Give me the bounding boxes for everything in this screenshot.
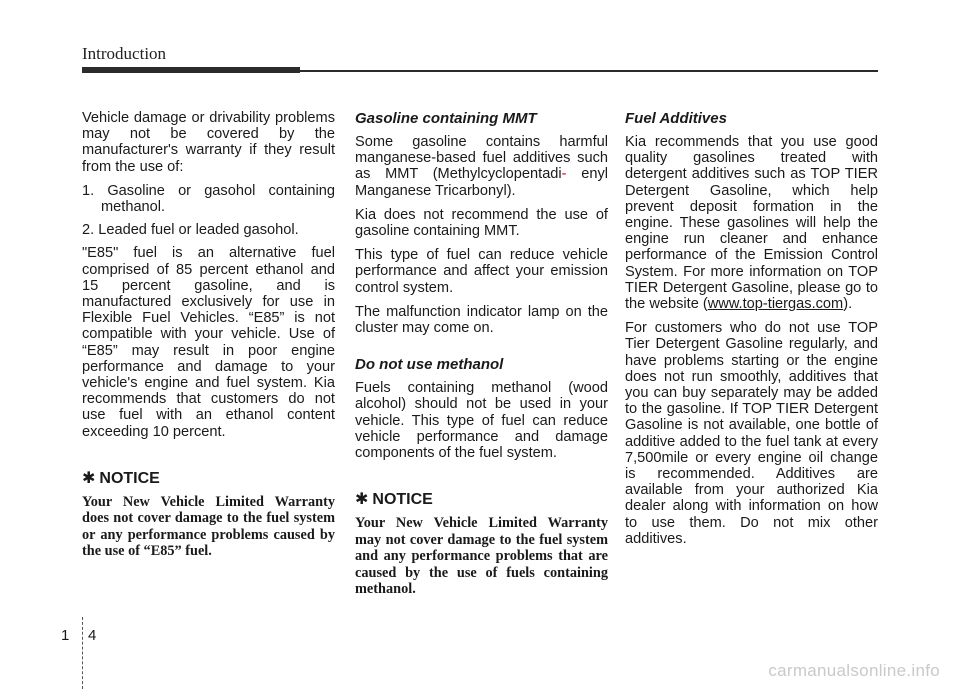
notice-label: NOTICE (99, 469, 160, 487)
column-right (625, 110, 878, 555)
additives-text: Kia recommends that you use good quality gasolines treated with detergent additives such as TOP TIER Detergent Gasoline, which help prevent deposit formation in the engine. These gasolines will help the engine run cleaner and enhance performance of the Emission Control System. For more information on TOP TIER Detergent Gasoline, please go to the website ( (625, 134, 878, 313)
notice-heading (82, 470, 335, 488)
notice-label: NOTICE (372, 491, 433, 509)
chapter-number: 1 (61, 627, 70, 644)
notice-body: Your New Vehicle Limited Warranty may not cover damage to the fuel system and any performance problems that are caused by the use of fuels containing methanol. (355, 515, 608, 598)
list-item-leaded: 2. Leaded fuel or leaded gasohol. (82, 222, 299, 239)
list-item-methanol: 1. Gasoline or gasohol containing methanol. (82, 182, 335, 216)
methanol-heading: Do not use methanol (355, 356, 504, 374)
mmt-paragraph-4: The malfunction indicator lamp on the cluster may come on. (355, 303, 608, 337)
intro-paragraph: Vehicle damage or drivability problems may not be covered by the manufacturer's warranty if they result from the use of: (82, 110, 335, 175)
e85-paragraph: "E85" fuel is an alternative fuel comprised of 85 percent ethanol and 15 percent gasoline, and is manufactured exclusively for use in Flexible Fuel Vehicles. “E85” is not compatible with your vehicle. Use of “E85” may result in poor engine performance and damage to your vehicle's engine and fuel system. Kia recommends that customers do not use fuel with an ethanol content exceeding 10 percent. (82, 245, 335, 440)
additives-text-end: ). (843, 296, 853, 313)
notice-star-icon: ✱ (82, 469, 96, 487)
methanol-paragraph: Fuels containing methanol (wood alcohol) should not be used in your vehicle. This type of fuel can reduce vehicle performance and damage components of the fuel system. (355, 380, 608, 462)
footer-divider (82, 617, 84, 689)
page-header-title: Introduction (82, 44, 167, 63)
header-rule-thick (82, 67, 300, 73)
column-left (82, 110, 335, 568)
mmt-paragraph-2: Kia does not recommend the use of gasoline containing MMT. (355, 206, 608, 240)
mmt-heading: Gasoline containing MMT (355, 110, 537, 127)
mmt-text-a: Some gasoline contains harmful manganese-based fuel additives such as MMT (Methylcyclopentadi (355, 134, 608, 183)
header-rule-thin (300, 70, 878, 72)
notice-body: Your New Vehicle Limited Warranty does not cover damage to the fuel system or any performance problems caused by the use of “E85” fuel. (82, 493, 335, 560)
fuel-additives-heading: Fuel Additives (625, 110, 727, 127)
additives-paragraph-2: For customers who do not use TOP Tier Detergent Gasoline regularly, and have problems starting or the engine does not run smoothly, additives that you can buy separately may be added to the gasoline. If TOP TIER Detergent Gasoline is not available, one bottle of additive added to the fuel tank at every 7,500mile or every engine oil change is recommended. Additives are available from your authorized Kia dealer along with information on how to use them. Do not mix other additives. (625, 320, 878, 547)
website-link[interactable]: www.top-tiergas.com (707, 296, 844, 313)
additives-paragraph-1 (625, 134, 878, 312)
notice-star-icon: ✱ (355, 491, 369, 509)
watermark: carmanualsonline.info (768, 661, 940, 680)
mmt-paragraph-3: This type of fuel can reduce vehicle performance and affect your emission control system. (355, 247, 608, 296)
column-middle (355, 110, 608, 606)
mmt-text-b: enyl Manganese Tricarbonyl). (355, 166, 608, 199)
notice-heading (355, 491, 608, 509)
mmt-hyphen: - (561, 166, 567, 183)
page-number: 4 (88, 627, 97, 644)
mmt-paragraph-1 (355, 134, 608, 199)
